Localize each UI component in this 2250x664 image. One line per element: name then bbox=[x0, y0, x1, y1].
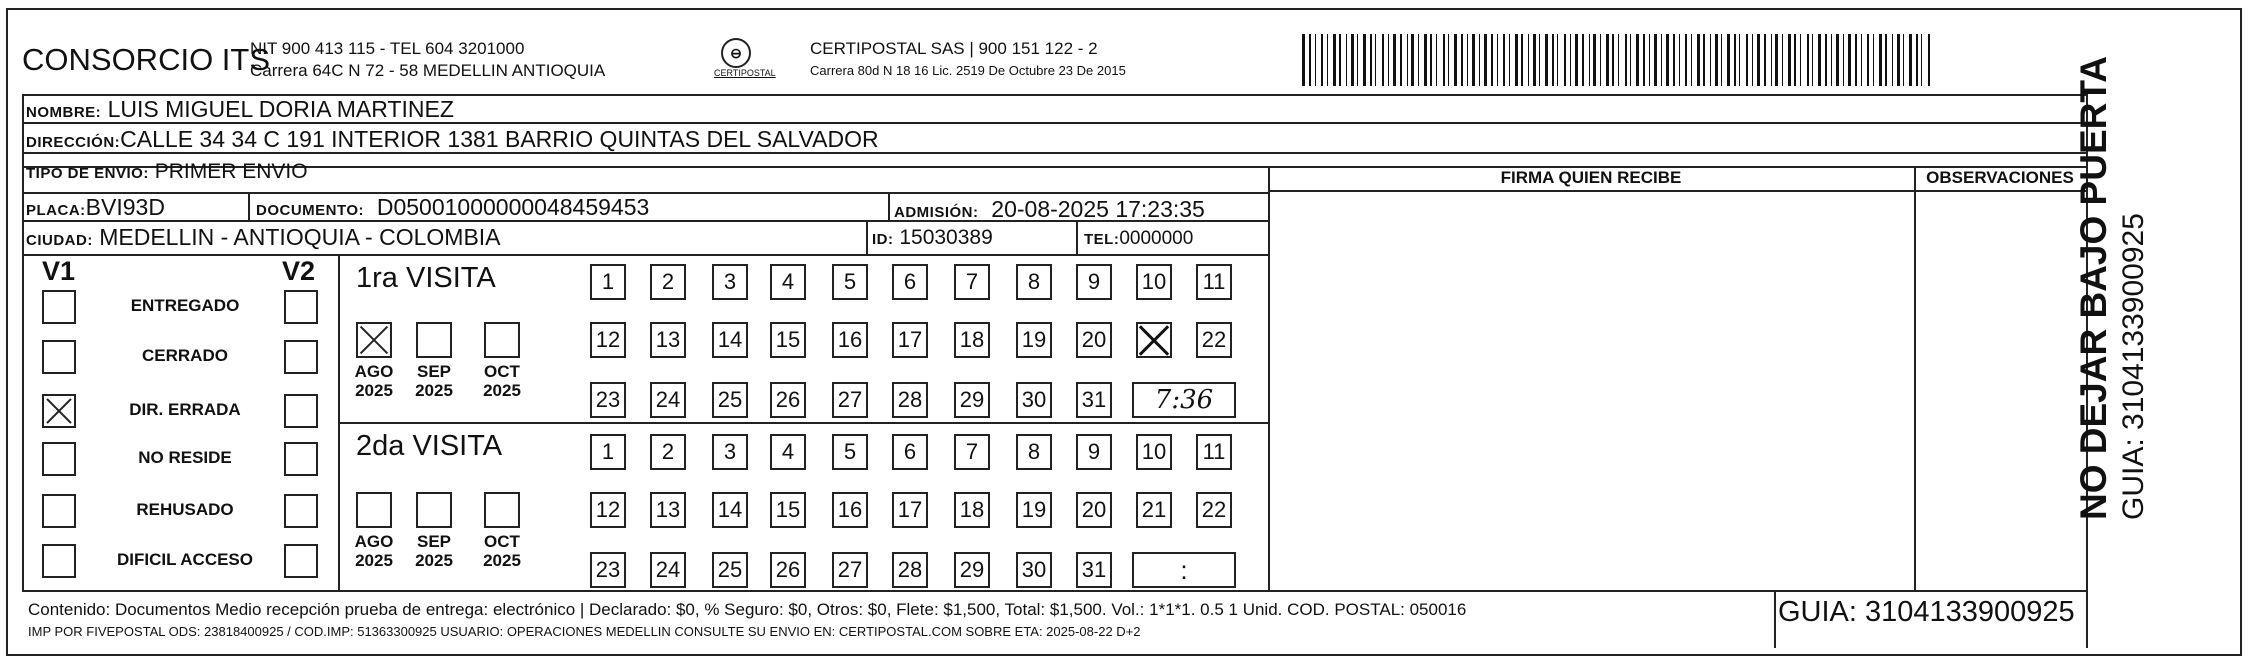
visit1-day-box[interactable]: 14 bbox=[712, 322, 748, 358]
visit2-month-label bbox=[404, 532, 464, 570]
nombre-field bbox=[26, 96, 454, 123]
side-notice: NO DEJAR BAJO PUERTA bbox=[2073, 56, 2114, 520]
documento-value: D05001000000048459453 bbox=[376, 194, 650, 220]
visit2-day-box[interactable]: 6 bbox=[892, 434, 928, 470]
tipo-field bbox=[26, 160, 308, 184]
visit1-day-box[interactable]: 18 bbox=[954, 322, 990, 358]
visit2-day-box[interactable]: 8 bbox=[1016, 434, 1052, 470]
divider bbox=[1268, 166, 1270, 590]
visit2-day-box[interactable]: 31 bbox=[1076, 552, 1112, 588]
visit2-day-box[interactable]: 16 bbox=[832, 492, 868, 528]
month-name: SEP bbox=[416, 362, 452, 381]
v1-checkbox[interactable] bbox=[42, 290, 76, 324]
tipo-label: TIPO DE ENVIO: bbox=[26, 165, 149, 182]
direccion-value: CALLE 34 34 C 191 INTERIOR 1381 BARRIO QUINTAS DEL SALVADOR bbox=[120, 126, 879, 152]
status-option-label: DIFICIL ACCESO bbox=[116, 550, 253, 569]
visit2-day-box[interactable]: 4 bbox=[770, 434, 806, 470]
visit2-day-box[interactable]: 11 bbox=[1196, 434, 1232, 470]
company-info bbox=[250, 38, 605, 82]
divider bbox=[22, 254, 1268, 256]
month-year: 2025 bbox=[355, 381, 393, 400]
certipostal-line: CERTIPOSTAL SAS | 900 151 122 - 2 bbox=[810, 39, 1098, 58]
visit1-day-box[interactable]: 3 bbox=[712, 264, 748, 300]
divider bbox=[22, 590, 2086, 592]
placa-label: PLACA: bbox=[26, 202, 86, 219]
direccion-field bbox=[26, 126, 879, 153]
visit1-day-box[interactable]: 10 bbox=[1136, 264, 1172, 300]
visit1-day-box[interactable]: 12 bbox=[590, 322, 626, 358]
visit2-time-field[interactable]: : bbox=[1132, 552, 1236, 588]
visit1-day-box[interactable]: 20 bbox=[1076, 322, 1112, 358]
visit2-day-box[interactable]: 15 bbox=[770, 492, 806, 528]
visit1-title: 1ra VISITA bbox=[356, 262, 496, 294]
visit2-day-box[interactable]: 21 bbox=[1136, 492, 1172, 528]
visit2-day-box[interactable]: 23 bbox=[590, 552, 626, 588]
visit2-day-box[interactable]: 18 bbox=[954, 492, 990, 528]
company-name: CONSORCIO ITS bbox=[22, 42, 271, 77]
visit1-day-box[interactable]: 25 bbox=[712, 382, 748, 418]
ciudad-label: CIUDAD: bbox=[26, 232, 93, 249]
certipostal-info bbox=[810, 38, 1126, 82]
visit2-day-box[interactable]: 17 bbox=[892, 492, 928, 528]
month-name: OCT bbox=[484, 532, 520, 551]
visit2-day-box[interactable]: 14 bbox=[712, 492, 748, 528]
visit2-day-box[interactable]: 12 bbox=[590, 492, 626, 528]
placa-value: BVI93D bbox=[85, 194, 165, 220]
visit1-day-box[interactable]: 24 bbox=[650, 382, 686, 418]
logo-text: CERTIPOSTAL bbox=[714, 68, 776, 78]
divider bbox=[248, 192, 250, 220]
visit2-day-box[interactable]: 30 bbox=[1016, 552, 1052, 588]
visit1-day-box[interactable]: 28 bbox=[892, 382, 928, 418]
visit1-day-box[interactable]: 26 bbox=[770, 382, 806, 418]
visit2-day-box[interactable]: 2 bbox=[650, 434, 686, 470]
logo-icon: ⊖ bbox=[721, 38, 751, 68]
v1-checkbox[interactable] bbox=[42, 340, 76, 374]
divider bbox=[2086, 590, 2088, 648]
visit1-day-box[interactable]: 8 bbox=[1016, 264, 1052, 300]
visit2-day-box[interactable]: 28 bbox=[892, 552, 928, 588]
visit1-day-box[interactable]: 11 bbox=[1196, 264, 1232, 300]
admision-field bbox=[894, 196, 1205, 223]
visit1-day-box[interactable] bbox=[1136, 322, 1172, 358]
v2-checkbox[interactable] bbox=[284, 494, 318, 528]
side-text bbox=[2072, 56, 2152, 520]
visit2-day-box[interactable]: 25 bbox=[712, 552, 748, 588]
visit1-day-box[interactable]: 27 bbox=[832, 382, 868, 418]
visit1-day-box[interactable]: 29 bbox=[954, 382, 990, 418]
nombre-label: NOMBRE: bbox=[26, 104, 102, 121]
id-field bbox=[872, 226, 993, 250]
direccion-label: DIRECCIÓN: bbox=[26, 134, 121, 151]
visit2-title: 2da VISITA bbox=[356, 430, 503, 462]
visit1-month-label bbox=[344, 362, 404, 400]
ciudad-field bbox=[26, 224, 501, 251]
visit1-day-box[interactable]: 7 bbox=[954, 264, 990, 300]
footer-imp: IMP POR FIVEPOSTAL ODS: 23818400925 / COD.IMP: 51363300925 USUARIO: OPERACIONES MEDELLIN CONSULTE SU ENVIO EN: CERTIPOSTAL.COM SOBRE ETA: 2025-08-22 D+2 bbox=[28, 624, 1141, 639]
company-address: Carrera 64C N 72 - 58 MEDELLIN ANTIOQUIA bbox=[250, 61, 606, 80]
divider bbox=[866, 220, 868, 254]
status-option-label: CERRADO bbox=[142, 346, 228, 365]
status-option-label: ENTREGADO bbox=[130, 296, 240, 315]
visit1-day-box[interactable]: 13 bbox=[650, 322, 686, 358]
visit2-day-box[interactable]: 7 bbox=[954, 434, 990, 470]
divider bbox=[1268, 190, 2086, 192]
v2-checkbox[interactable] bbox=[284, 290, 318, 324]
certipostal-logo bbox=[714, 38, 776, 82]
side-guia: GUIA: 3104133900925 bbox=[2117, 213, 2150, 520]
divider bbox=[1076, 220, 1078, 254]
month-year: 2025 bbox=[415, 381, 453, 400]
v1-checkbox[interactable] bbox=[42, 544, 76, 578]
visit1-month-label bbox=[472, 362, 532, 400]
visit2-month-checkbox[interactable] bbox=[416, 492, 452, 528]
visit2-day-box[interactable]: 22 bbox=[1196, 492, 1232, 528]
visit1-day-box[interactable]: 31 bbox=[1076, 382, 1112, 418]
visit2-day-box[interactable]: 24 bbox=[650, 552, 686, 588]
v1-checkbox[interactable] bbox=[42, 394, 76, 428]
divider bbox=[338, 422, 1268, 424]
id-label: ID: bbox=[872, 231, 894, 248]
tel-field bbox=[1084, 228, 1193, 250]
month-year: 2025 bbox=[355, 551, 393, 570]
status-option-label: NO RESIDE bbox=[138, 448, 232, 467]
nit-line: NIT 900 413 115 - TEL 604 3201000 bbox=[250, 39, 525, 58]
footer-content: Contenido: Documentos Medio recepción prueba de entrega: electrónico | Declarado: $0, % Seguro: $0, Otros: $0, Flete: $1,500, Total: $1,500. Vol.: 1*1*1. 0.5 1 Unid. COD. POSTAL: 050016 bbox=[28, 600, 1467, 619]
v2-checkbox[interactable] bbox=[284, 442, 318, 476]
visit1-day-box[interactable]: 17 bbox=[892, 322, 928, 358]
visit1-day-box[interactable]: 23 bbox=[590, 382, 626, 418]
visit1-time-field[interactable]: 7:36 bbox=[1132, 382, 1236, 418]
visit2-day-box[interactable]: 29 bbox=[954, 552, 990, 588]
observaciones-header: OBSERVACIONES bbox=[1926, 168, 2074, 187]
visit1-day-box[interactable]: 19 bbox=[1016, 322, 1052, 358]
v2-checkbox[interactable] bbox=[284, 544, 318, 578]
visit1-day-box[interactable]: 30 bbox=[1016, 382, 1052, 418]
id-value: 15030389 bbox=[899, 226, 993, 249]
visit1-day-box[interactable]: 5 bbox=[832, 264, 868, 300]
visit2-day-box[interactable]: 1 bbox=[590, 434, 626, 470]
visit2-day-box[interactable]: 27 bbox=[832, 552, 868, 588]
visit2-day-box[interactable]: 9 bbox=[1076, 434, 1112, 470]
v2-header: V2 bbox=[282, 256, 316, 286]
visit1-month-label bbox=[404, 362, 464, 400]
visit1-day-box[interactable]: 2 bbox=[650, 264, 686, 300]
v1-header: V1 bbox=[42, 256, 76, 286]
firma-header: FIRMA QUIEN RECIBE bbox=[1500, 168, 1682, 187]
month-year: 2025 bbox=[483, 551, 521, 570]
barcode bbox=[1302, 34, 1932, 86]
visit2-day-box[interactable]: 19 bbox=[1016, 492, 1052, 528]
placa-field bbox=[26, 194, 165, 221]
v2-checkbox[interactable] bbox=[284, 394, 318, 428]
visit1-day-box[interactable]: 15 bbox=[770, 322, 806, 358]
month-name: SEP bbox=[416, 532, 452, 551]
documento-label: DOCUMENTO: bbox=[256, 202, 365, 219]
visit1-day-box[interactable]: 22 bbox=[1196, 322, 1232, 358]
tel-label: TEL: bbox=[1084, 231, 1120, 248]
divider bbox=[1914, 166, 1916, 590]
visit1-month-checkbox[interactable] bbox=[356, 322, 392, 358]
divider bbox=[1774, 590, 1776, 648]
v1-checkbox[interactable] bbox=[42, 442, 76, 476]
month-year: 2025 bbox=[483, 381, 521, 400]
month-year: 2025 bbox=[415, 551, 453, 570]
visit2-month-label bbox=[472, 532, 532, 570]
visit1-day-box[interactable]: 1 bbox=[590, 264, 626, 300]
v2-checkbox[interactable] bbox=[284, 340, 318, 374]
visit2-day-box[interactable]: 13 bbox=[650, 492, 686, 528]
admision-value: 20-08-2025 17:23:35 bbox=[991, 196, 1205, 222]
visit1-day-box[interactable]: 9 bbox=[1076, 264, 1112, 300]
nombre-value: LUIS MIGUEL DORIA MARTINEZ bbox=[107, 96, 454, 122]
ciudad-value: MEDELLIN - ANTIOQUIA - COLOMBIA bbox=[99, 224, 501, 250]
v1-checkbox[interactable] bbox=[42, 494, 76, 528]
tipo-value: PRIMER ENVIO bbox=[154, 160, 308, 183]
visit2-day-box[interactable]: 5 bbox=[832, 434, 868, 470]
status-option-label: REHUSADO bbox=[136, 500, 234, 519]
visit1-day-box[interactable]: 4 bbox=[770, 264, 806, 300]
visit2-day-box[interactable]: 3 bbox=[712, 434, 748, 470]
month-name: AGO bbox=[354, 532, 394, 551]
visit1-month-checkbox[interactable] bbox=[484, 322, 520, 358]
admision-label: ADMISIÓN: bbox=[894, 204, 979, 221]
visit2-month-label bbox=[344, 532, 404, 570]
guia-number: GUIA: 3104133900925 bbox=[1778, 596, 2075, 628]
divider bbox=[888, 192, 890, 220]
documento-field bbox=[256, 194, 649, 221]
visit2-day-box[interactable]: 10 bbox=[1136, 434, 1172, 470]
visit2-month-checkbox[interactable] bbox=[484, 492, 520, 528]
visit2-month-checkbox[interactable] bbox=[356, 492, 392, 528]
tel-value: 0000000 bbox=[1119, 228, 1194, 249]
visit1-month-checkbox[interactable] bbox=[416, 322, 452, 358]
status-option-label: DIR. ERRADA bbox=[129, 400, 241, 419]
visit2-day-box[interactable]: 20 bbox=[1076, 492, 1112, 528]
divider bbox=[22, 94, 24, 590]
month-name: AGO bbox=[354, 362, 394, 381]
month-name: OCT bbox=[484, 362, 520, 381]
visit1-day-box[interactable]: 6 bbox=[892, 264, 928, 300]
certipostal-address: Carrera 80d N 18 16 Lic. 2519 De Octubre 23 De 2015 bbox=[810, 63, 1126, 78]
visit2-day-box[interactable]: 26 bbox=[770, 552, 806, 588]
visit1-day-box[interactable]: 16 bbox=[832, 322, 868, 358]
